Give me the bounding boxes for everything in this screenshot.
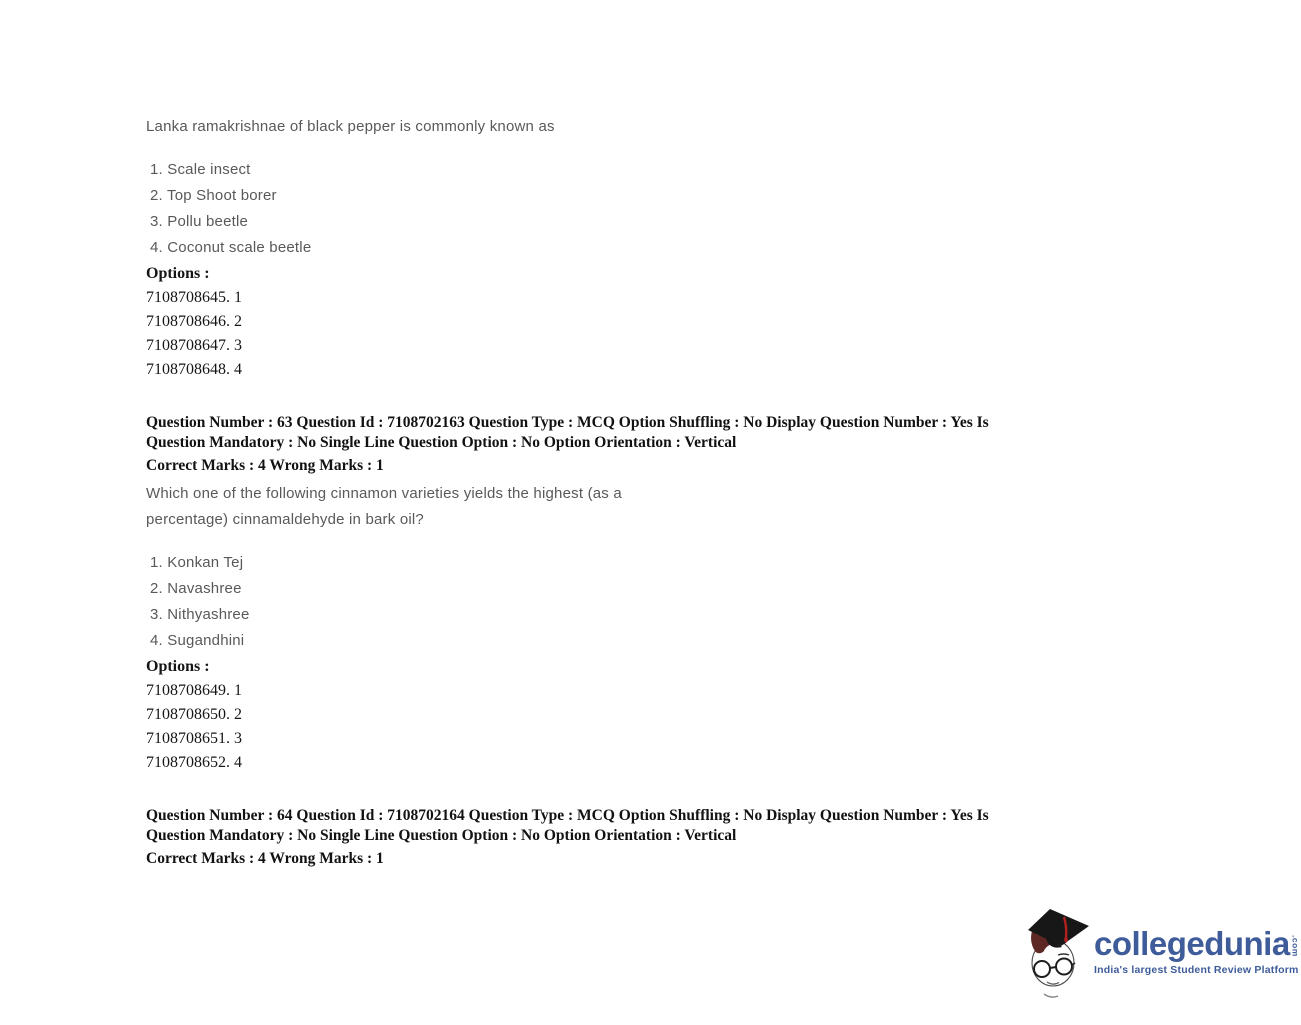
- choice-item: 2. Navashree: [150, 580, 242, 597]
- choice-item: 3. Nithyashree: [150, 606, 250, 623]
- choice-item: 3. Pollu beetle: [150, 213, 249, 230]
- question-text: [146, 481, 1106, 533]
- options-label: Options :: [146, 265, 210, 282]
- choice-item: 1. Konkan Tej: [150, 554, 244, 571]
- options-label: Options :: [146, 658, 210, 675]
- metadata-line: Question Mandatory : No Single Line Question Option : No Option Orientation : Vertical: [146, 827, 737, 844]
- logo-text: [1094, 927, 1301, 976]
- option-id: 7108708645. 1: [146, 289, 242, 306]
- option-id: 7108708649. 1: [146, 682, 242, 699]
- option-id-list: [146, 679, 1106, 775]
- option-id: 7108708652. 4: [146, 754, 242, 771]
- question-text-line: Which one of the following cinnamon varieties yields the highest (as a: [146, 485, 622, 502]
- option-id: 7108708648. 4: [146, 361, 242, 378]
- brand-row: [1094, 927, 1301, 961]
- question-text: [146, 115, 1106, 139]
- option-id: 7108708646. 2: [146, 313, 242, 330]
- marks-line: Correct Marks : 4 Wrong Marks : 1: [146, 850, 384, 867]
- question-text-line: percentage) cinnamaldehyde in bark oil?: [146, 511, 424, 528]
- brand-tagline: India's largest Student Review Platform: [1094, 964, 1299, 976]
- brand-name: collegedunia: [1094, 925, 1290, 962]
- choice-list: [146, 157, 1106, 261]
- question-metadata: [146, 413, 1106, 453]
- option-id: 7108708650. 2: [146, 706, 242, 723]
- question-paper-content: [146, 115, 1106, 869]
- choice-item: 2. Top Shoot borer: [150, 187, 277, 204]
- choice-item: 4. Sugandhini: [150, 632, 245, 649]
- question-block-63: [146, 413, 1106, 775]
- choice-list: [146, 550, 1106, 654]
- metadata-line: Question Mandatory : No Single Line Question Option : No Option Orientation : Vertical: [146, 434, 737, 451]
- choice-item: 1. Scale insect: [150, 161, 251, 178]
- choice-item: 4. Coconut scale beetle: [150, 239, 312, 256]
- metadata-line: Question Number : 63 Question Id : 7108702163 Question Type : MCQ Option Shuffling : No Display Question Number : Yes Is: [146, 414, 989, 431]
- option-id: 7108708647. 3: [146, 337, 242, 354]
- question-block-62: [146, 115, 1106, 382]
- question-metadata: [146, 806, 1106, 846]
- collegedunia-mascot-icon: [1022, 905, 1092, 1005]
- question-text-line: Lanka ramakrishnae of black pepper is commonly known as: [146, 118, 555, 135]
- option-id-list: [146, 286, 1106, 382]
- collegedunia-logo: [1022, 905, 1301, 1007]
- marks-line: Correct Marks : 4 Wrong Marks : 1: [146, 457, 384, 474]
- metadata-line: Question Number : 64 Question Id : 7108702164 Question Type : MCQ Option Shuffling : No Display Question Number : Yes Is: [146, 807, 989, 824]
- brand-tld: .com: [1290, 935, 1301, 957]
- question-block-64: [146, 806, 1106, 869]
- option-id: 7108708651. 3: [146, 730, 242, 747]
